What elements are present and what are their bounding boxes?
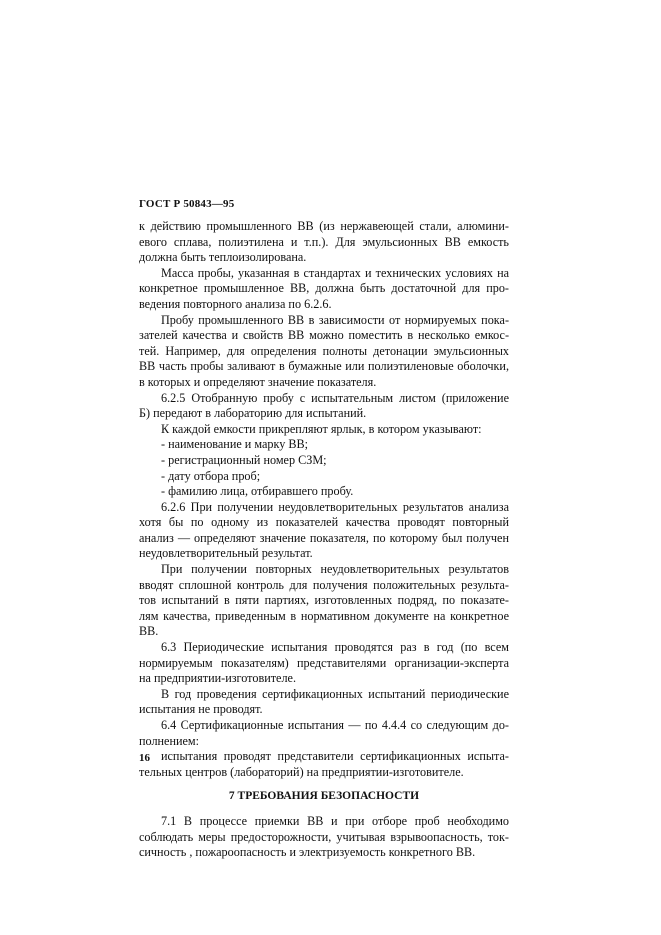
- text-line: в которых и определяют значение показателя.: [139, 374, 377, 389]
- text-line: В год проведения сертификационных испытаний периодические: [161, 686, 509, 701]
- text-line: 6.3 Периодические испытания проводятся раз в год (по всем: [161, 640, 509, 655]
- text-line: 6.2.6 При получении неудовлетворительных результатов анализа: [161, 499, 509, 514]
- text-line: к действию промышленного ВВ (из нержавеющей стали, алюмини-: [139, 219, 509, 233]
- text-line: К каждой емкости прикрепляют ярлык, в котором указывают:: [161, 421, 482, 436]
- text-line: 6.4 Сертификационные испытания — по 4.4.4 со следующим до-: [161, 718, 509, 732]
- section-title: 7 ТРЕБОВАНИЯ БЕЗОПАСНОСТИ: [228, 790, 420, 803]
- text-line: Пробу промышленного ВВ в зависимости от нормируемых пока-: [161, 312, 509, 327]
- list-item: - наименование и марку ВВ;: [161, 437, 309, 452]
- text-line: евого сплава, полиэтилена и т.п.). Для эмульсионных ВВ емкость: [139, 234, 509, 249]
- text-line: лям качества, приведенным в нормативном документе на конкретное: [139, 608, 509, 623]
- document-body: [139, 219, 509, 861]
- text-line: должна быть теплоизолирована.: [139, 250, 307, 265]
- text-line: вводят сплошной контроль для получения положительных результа-: [139, 577, 509, 592]
- text-line: Б) передают в лабораторию для испытаний.: [139, 406, 367, 421]
- text-line: зателей качества и свойств ВВ можно поместить в несколько емкос-: [139, 328, 509, 343]
- list-item: - регистрационный номер СЗМ;: [161, 452, 327, 467]
- text-line: ведения повторного анализа по 6.2.6.: [139, 296, 332, 311]
- text-line: тов испытаний в пяти партиях, изготовленных подряд, по показате-: [139, 593, 509, 608]
- list-item: - фамилию лица, отбиравшего пробу.: [161, 484, 354, 499]
- text-line: Масса пробы, указанная в стандартах и технических условиях на: [161, 265, 509, 280]
- text-line: 6.2.5 Отобранную пробу с испытательным листом (приложение: [161, 390, 509, 405]
- text-line: 7.1 В процессе приемки ВВ и при отборе проб необходимо: [161, 813, 509, 828]
- document-header: ГОСТ Р 50843—95: [139, 198, 235, 210]
- text-line: тей. Например, для определения полноты детонации эмульсионных: [139, 343, 509, 358]
- text-line: полнением:: [139, 733, 200, 748]
- text-line: сичность , пожароопасность и электризуемость конкретного ВВ.: [139, 845, 476, 860]
- text-line: При получении повторных неудовлетворительных результатов: [161, 562, 509, 577]
- text-line: хотя бы по одному из показателей качества проводят повторный: [139, 515, 509, 530]
- text-line: нормируемым показателям) представителями организации-эксперта: [139, 655, 509, 670]
- text-line: испытания проводят представители сертификационных испыта-: [161, 749, 509, 764]
- text-line: на предприятии-изготовителе.: [139, 671, 296, 686]
- text-line: конкретное промышленное ВВ, должна быть достаточной для про-: [139, 281, 509, 296]
- text-line: ВВ.: [139, 624, 159, 639]
- text-line: анализ — определяют значение показателя, по которому был получен: [139, 530, 509, 545]
- list-item: - дату отбора проб;: [161, 468, 261, 483]
- text-line: испытания не проводят.: [139, 702, 263, 717]
- text-line: ВВ часть пробы заливают в бумажные или полиэтиленовые оболочки,: [139, 359, 509, 374]
- text-line: тельных центров (лабораторий) на предприятии-изготовителе.: [139, 764, 464, 779]
- page-number: 16: [139, 752, 150, 764]
- text-line: неудовлетворительный результат.: [139, 546, 313, 561]
- text-line: соблюдать меры предосторожности, учитывая взрывоопасность, ток-: [139, 829, 509, 844]
